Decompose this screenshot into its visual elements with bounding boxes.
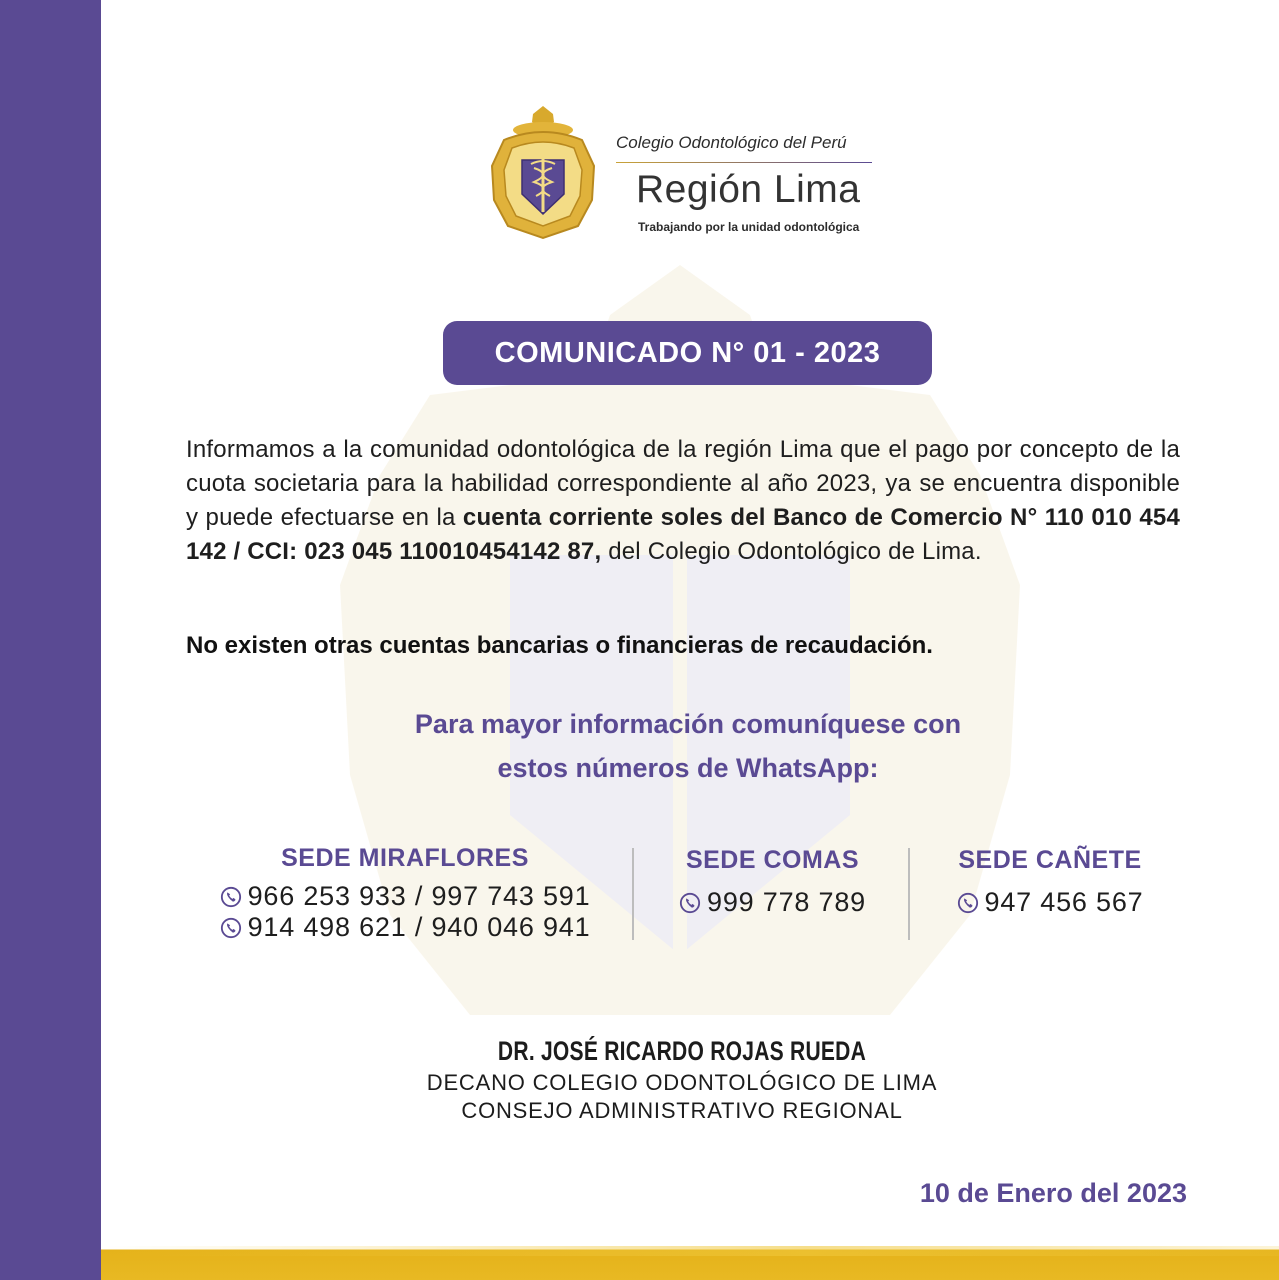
phone-numbers: 914 498 621 / 940 046 941	[247, 912, 591, 942]
phone-line	[920, 887, 1180, 918]
body-paragraph	[186, 433, 1180, 569]
column-divider	[632, 848, 634, 940]
region-name: Región Lima	[636, 168, 861, 211]
sede-title: SEDE COMAS	[685, 846, 860, 874]
header-logo-block	[490, 104, 890, 244]
signer-role-1: DECANO COLEGIO ODONTOLÓGICO DE LIMA	[426, 1070, 938, 1095]
whatsapp-phone-icon	[957, 892, 979, 914]
bottom-gold-band	[101, 1246, 1279, 1280]
whatsapp-phone-icon	[679, 892, 701, 914]
contact-heading	[300, 702, 1076, 790]
phone-numbers: 999 778 789	[707, 887, 866, 917]
sede-title: SEDE CAÑETE	[958, 846, 1142, 874]
org-name: Colegio Odontológico del Perú	[616, 133, 847, 152]
college-seal-logo	[490, 104, 596, 240]
sede-title: SEDE MIRAFLORES	[281, 844, 529, 872]
body-outro: del Colegio Odontológico de Lima.	[601, 538, 982, 565]
phone-numbers: 947 456 567	[984, 887, 1144, 917]
whatsapp-phone-icon	[220, 886, 242, 908]
column-divider	[908, 848, 910, 940]
sede-miraflores	[180, 844, 630, 943]
left-sidebar-band	[0, 0, 101, 1280]
sede-comas	[645, 846, 900, 918]
phone-line	[645, 887, 900, 918]
signer-role-2: CONSEJO ADMINISTRATIVO REGIONAL	[461, 1098, 903, 1123]
org-name-divider	[616, 162, 872, 163]
phone-line	[180, 881, 630, 912]
warning-notice: No existen otras cuentas bancarias o financieras de recaudación.	[186, 632, 933, 659]
contact-heading-line1: Para mayor información comuníquese con	[414, 709, 962, 739]
phone-line	[180, 912, 630, 943]
signer-name: DR. JOSÉ RICARDO ROJAS RUEDA	[497, 1036, 867, 1066]
bank-account-details: cuenta corriente soles del Banco de Comercio N° 110 010 454 142 / CCI: 023 045 110010454142 87,	[186, 504, 1180, 565]
communique-date: 10 de Enero del 2023	[919, 1178, 1187, 1208]
tagline: Trabajando por la unidad odontológica	[638, 220, 860, 234]
phone-numbers: 966 253 933 / 997 743 591	[247, 881, 591, 911]
sede-canete	[920, 846, 1180, 918]
body-intro: Informamos a la comunidad odontológica de la región Lima que el pago por concepto de la cuota societaria para la habilidad correspondiente al año 2023, ya se encuentra disponible y puede efectuarse en la	[186, 436, 1180, 531]
communique-title: COMUNICADO N° 01 - 2023	[443, 321, 932, 385]
contact-heading-line2: estos números de WhatsApp:	[497, 753, 879, 783]
whatsapp-phone-icon	[220, 917, 242, 939]
